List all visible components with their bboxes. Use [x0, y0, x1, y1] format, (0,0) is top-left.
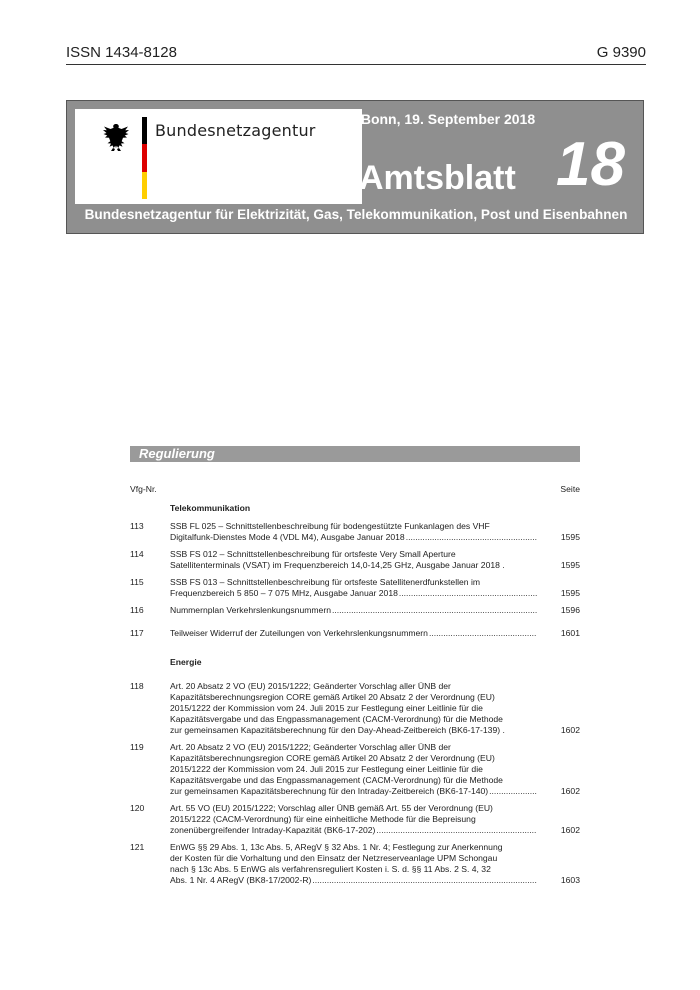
entry-last-line	[170, 628, 537, 639]
entry-line: Kapazitätsberechnungsregion CORE gemäß Artikel 20 Absatz 2 der Verordnung (EU)	[170, 753, 495, 763]
entry-line: SSB FS 012 – Schnittstellenbeschreibung für ortsfeste Very Small Aperture	[170, 549, 456, 559]
issue-number: 18	[556, 130, 625, 199]
dot-leader	[405, 532, 537, 543]
entry-last-line	[170, 825, 537, 836]
toc-category: Telekommunikation	[170, 503, 251, 513]
toc-entry	[130, 842, 580, 886]
toc-category: Energie	[170, 657, 202, 667]
col-seite: Seite	[560, 484, 580, 494]
toc-entry	[130, 628, 580, 639]
entry-page: 1601	[560, 628, 580, 638]
entry-line: Kapazitätsvergabe und das Engpassmanagement (CACM-Verordnung) für die Methode	[170, 775, 503, 785]
entry-line: der Kosten für die Vorhaltung und den Einsatz der Netzreserveanlage UPM Schongau	[170, 853, 498, 863]
entry-last-line	[170, 560, 537, 571]
entry-line: Art. 20 Absatz 2 VO (EU) 2015/1222; Geänderter Vorschlag aller ÜNB der	[170, 742, 451, 752]
entry-line: 2015/1222 der Kommission vom 24. Juli 2015 zur Festlegung einer Leitlinie für die	[170, 764, 483, 774]
col-vfg-nr: Vfg-Nr.	[130, 484, 157, 494]
federal-eagle-icon	[100, 121, 132, 153]
entry-line: nach § 13c Abs. 5 EnWG als verfahrensreguliert Kosten i. S. d. §§ 11 Abs. 2 S. 4, 32	[170, 864, 491, 874]
entry-last-line	[170, 725, 537, 736]
entry-line: EnWG §§ 29 Abs. 1, 13c Abs. 5, ARegV § 32 Abs. 1 Nr. 4; Festlegung zur Anerkennung	[170, 842, 503, 852]
entry-line: Kapazitätsberechnungsregion CORE gemäß Artikel 20 Absatz 2 der Verordnung (EU)	[170, 692, 495, 702]
section-header	[130, 446, 580, 462]
entry-last-line	[170, 875, 537, 886]
entry-number: 118	[130, 681, 144, 691]
entry-text	[170, 803, 537, 836]
entry-page: 1603	[560, 875, 580, 885]
entry-line: Digitalfunk-Dienstes Mode 4 (VDL M4), Ausgabe Januar 2018	[170, 532, 405, 542]
dot-leader	[488, 786, 537, 797]
entry-page: 1602	[560, 725, 580, 735]
entry-last-line	[170, 588, 537, 599]
entry-last-line	[170, 605, 537, 616]
entry-text	[170, 628, 537, 639]
entry-page: 1602	[560, 825, 580, 835]
toc-entry	[130, 521, 580, 543]
entry-last-line	[170, 786, 537, 797]
entry-line: zur gemeinsamen Kapazitätsberechnung für den Day-Ahead-Zeitbereich (BK6-17-139) .	[170, 725, 505, 735]
entry-number: 119	[130, 742, 144, 752]
entry-page: 1596	[560, 605, 580, 615]
entry-text	[170, 605, 537, 616]
entry-text	[170, 521, 537, 543]
toc-entry	[130, 803, 580, 836]
brand-name: Bundesnetzagentur	[155, 121, 316, 140]
table-of-contents	[130, 484, 580, 892]
entry-text	[170, 549, 537, 571]
publication-title: Amtsblatt	[359, 159, 516, 197]
g-number: G 9390	[596, 44, 646, 61]
issue-date: Bonn, 19. September 2018	[360, 111, 536, 127]
entry-line: zur gemeinsamen Kapazitätsberechnung für den Intraday-Zeitbereich (BK6-17-140)	[170, 786, 489, 796]
entry-page: 1595	[560, 532, 580, 542]
entry-text	[170, 742, 537, 797]
entry-line: Abs. 1 Nr. 4 ARegV (BK8-17/2002-R)	[170, 875, 312, 885]
entry-number: 114	[130, 549, 144, 559]
entry-number: 120	[130, 803, 145, 813]
entry-page: 1602	[560, 786, 580, 796]
entry-line: SSB FS 013 – Schnittstellenbeschreibung für ortsfeste Satellitenerdfunkstellen im	[170, 577, 481, 587]
dot-leader	[398, 588, 537, 599]
toc-entry	[130, 577, 580, 599]
dot-leader	[375, 825, 537, 836]
entry-line: Satellitenterminals (VSAT) im Frequenzbereich 14,0-14,25 GHz, Ausgabe Januar 2018 .	[170, 560, 505, 570]
dot-leader	[311, 875, 537, 886]
entry-line: Nummernplan Verkehrslenkungsnummern	[170, 605, 331, 615]
entry-number: 113	[130, 521, 144, 531]
dot-leader	[331, 605, 537, 616]
toc-entry	[130, 549, 580, 571]
entry-line: 2015/1222 der Kommission vom 24. Juli 2015 zur Festlegung einer Leitlinie für die	[170, 703, 483, 713]
toc-entry	[130, 605, 580, 616]
entry-line: zonenübergreifender Intraday-Kapazität (BK6-17-202)	[170, 825, 376, 835]
entry-last-line	[170, 532, 537, 543]
entry-line: Frequenzbereich 5 850 – 7 075 MHz, Ausgabe Januar 2018	[170, 588, 398, 598]
entry-text	[170, 842, 537, 886]
entry-line: Teilweiser Widerruf der Zuteilungen von Verkehrslenkungsnummern	[170, 628, 428, 638]
entry-number: 115	[130, 577, 144, 587]
toc-entry	[130, 742, 580, 797]
entry-line: Kapazitätsvergabe und das Engpassmanagement (CACM-Verordnung) für die Methode	[170, 714, 503, 724]
entry-text	[170, 681, 537, 736]
publication-subtitle: Bundesnetzagentur für Elektrizität, Gas, Telekommunikation, Post und Eisenbahnen	[84, 207, 628, 222]
masthead	[66, 100, 644, 234]
dot-leader	[428, 628, 537, 639]
top-header-line	[66, 44, 646, 65]
logo-box	[75, 109, 362, 204]
entry-line: 2015/1222 (CACM-Verordnung) für eine einheitliche Methode für die Bepreisung	[170, 814, 476, 824]
entry-line: SSB FL 025 – Schnittstellenbeschreibung für bodengestützte Funkanlagen des VHF	[170, 521, 490, 531]
issn: ISSN 1434-8128	[66, 44, 177, 61]
german-flag-bar	[142, 117, 147, 199]
entry-text	[170, 577, 537, 599]
entry-page: 1595	[560, 588, 580, 598]
section-title: Regulierung	[139, 446, 215, 461]
toc-entry	[130, 681, 580, 736]
entry-number: 121	[130, 842, 145, 852]
entry-page: 1595	[560, 560, 580, 570]
entry-number: 116	[130, 605, 144, 615]
entry-number: 117	[130, 628, 144, 638]
entry-line: Art. 20 Absatz 2 VO (EU) 2015/1222; Geänderter Vorschlag aller ÜNB der	[170, 681, 451, 691]
entry-line: Art. 55 VO (EU) 2015/1222; Vorschlag aller ÜNB gemäß Art. 55 der Verordnung (EU)	[170, 803, 493, 813]
toc-column-header	[130, 484, 580, 498]
